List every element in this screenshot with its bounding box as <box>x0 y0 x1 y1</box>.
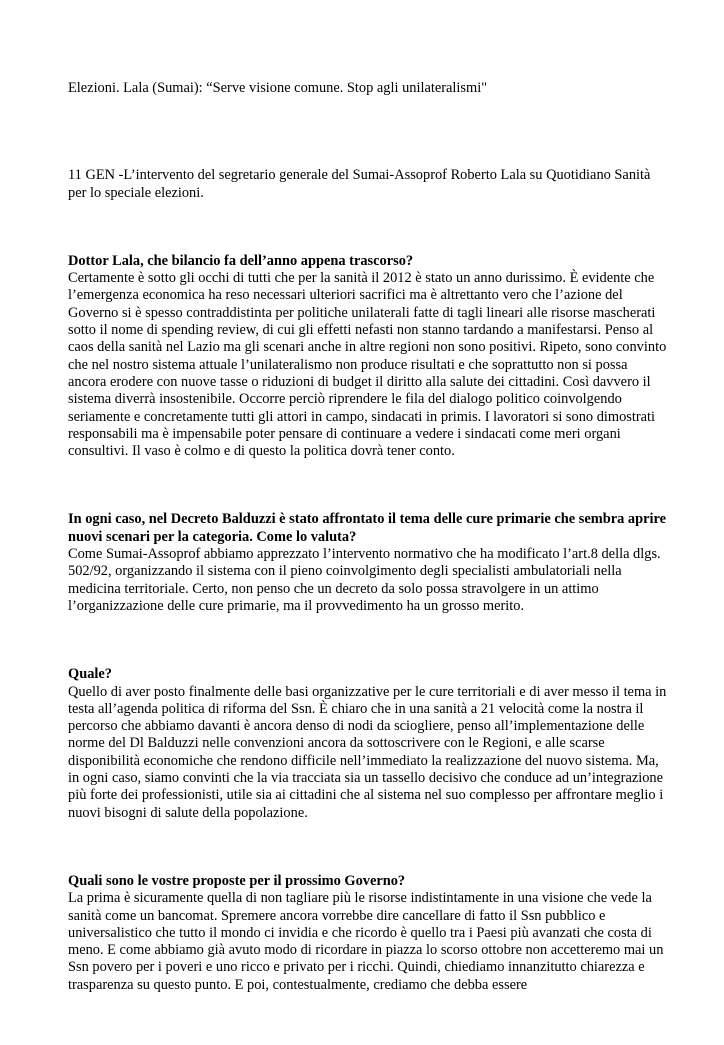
qa-section-decreto-balduzzi <box>68 511 668 615</box>
answer-paragraph: Come Sumai-Assoprof abbiamo apprezzato l’intervento normativo che ha modificato l’art.8 della dlgs. 502/92, organizzando il sistema con il pieno coinvolgimento degli specialisti ambulatoriali nella medicina territoriale. Certo, non penso che un decreto da solo possa stravolgere in un attimo l’organizzazione delle cure primarie, ma il provvedimento ha un grosso merito. <box>68 546 661 614</box>
document-title: Elezioni. Lala (Sumai): “Serve visione comune. Stop agli unilateralismi" <box>68 80 488 96</box>
intro-paragraph: 11 GEN -L’intervento del segretario generale del Sumai-Assoprof Roberto Lala su Quotidiano Sanità per lo speciale elezioni. <box>68 167 651 201</box>
question-heading: Quali sono le vostre proposte per il prossimo Governo? <box>68 872 406 889</box>
qa-section-quale <box>68 666 668 822</box>
document-page <box>68 80 668 1045</box>
answer-paragraph: La prima è sicuramente quella di non tagliare più le risorse indistintamente in una visione che vede la sanità come un bancomat. Spremere ancora vorrebbe dire cancellare di fatto il Ssn pubblico e universalistico che tutto il mondo ci invidia e che ricordo è quello tra i Paesi più avanzati che costa di meno. E come abbiamo già avuto modo di ricordare in piazza lo scorso ottobre non accetteremo mai un Ssn povero per i poveri e uno ricco e privato per i ricchi. Quindi, chiediamo innanzitutto chiarezza e trasparenza su questo punto. E poi, contestualmente, crediamo che debba essere <box>68 890 664 993</box>
question-heading: In ogni caso, nel Decreto Balduzzi è stato affrontato il tema delle cure primarie che sembra aprire nuovi scenari per la categoria. Come lo valuta? <box>68 511 667 545</box>
question-heading: Quale? <box>68 666 112 683</box>
question-heading: Dottor Lala, che bilancio fa dell’anno appena trascorso? <box>68 252 414 269</box>
answer-paragraph: Quello di aver posto finalmente delle basi organizzative per le cure territoriali e di aver messo il tema in testa all’agenda politica di riforma del Ssn. È chiaro che in una sanità a 21 velocità come la nostra il percorso che abbiamo davanti è ancora denso di nodi da sciogliere, penso all’implementazione delle norme del Dl Balduzzi nelle convenzioni ancora da sottoscrivere con le Regioni, e alle scarse disponibilità economiche che rendono difficile nell’immediato la realizzazione del nuovo sistema. Ma, in ogni caso, siamo convinti che la via tracciata sia un tassello decisivo che conduce ad un’integrazione più forte dei professionisti, utile sia ai cittadini che al sistema nel suo complesso per affrontare meglio i nuovi bisogni di salute della popolazione. <box>68 683 667 821</box>
answer-paragraph: Certamente è sotto gli occhi di tutti che per la sanità il 2012 è stato un anno durissimo. È evidente che l’emergenza economica ha reso necessari ulteriori sacrifici ma è altrettanto vero che l’azione del Governo si è spesso contraddistinta per politiche unilaterali fatte di tagli lineari alle risorse mascherati sotto il nome di spending review, di cui gli effetti nefasti non stanno tardando a manifestarsi. Penso al caos della sanità nel Lazio ma gli scenari anche in altre regioni non sono positivi. Ripeto, sono convinto che nel nostro sistema attuale l’unilateralismo non produce risultati e che soprattutto non si possa ancora erodere con nuove tasse o riduzioni di budget il diritto alla salute dei cittadini. Così davvero il sistema diverrà insostenibile. Occorre perciò riprendere le fila del dialogo politico coinvolgendo seriamente e concretamente tutti gli attori in campo, sindacati in primis. I lavoratori si sono dimostrati responsabili ma è impensabile poter pensare di continuare a vedere i sindacati come meri organi consultivi. Il vaso è colmo e di questo la politica dovrà tener conto. <box>68 270 667 460</box>
qa-section-bilancio <box>68 253 668 461</box>
qa-section-proposte <box>68 873 668 994</box>
